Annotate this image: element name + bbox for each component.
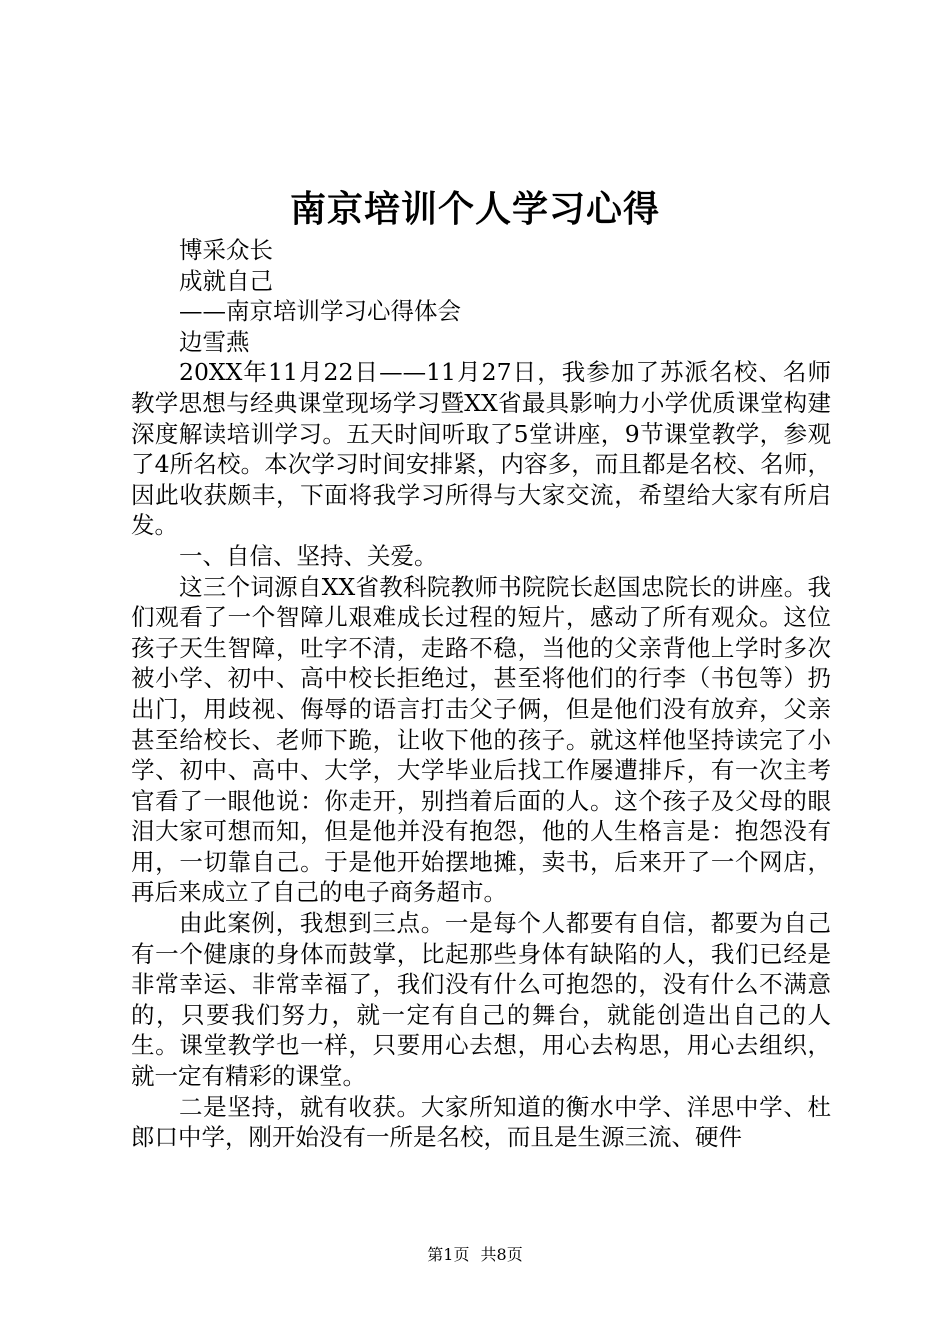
paragraph: 20XX年11月22日——11月27日，我参加了苏派名校、名师教学思想与经典课堂现场学习暨XX省最具影响力小学优质课堂构建深度解读培训学习。五天时间听取了5堂讲座，9节课堂教学，参观了4所名校。本次学习时间安排紧，内容多，而且都是名校、名师，因此收获颇丰，下面将我学习所得与大家交流，希望给大家有所启发。 [131,358,831,540]
subtitle-line: 博采众长 [179,236,273,264]
paragraph: 二是坚持，就有收获。大家所知道的衡水中学、洋思中学、杜郎口中学，刚开始没有一所是名校，而且是生源三流、硬件 [131,1092,831,1152]
subtitle-line: 成就自己 [179,266,273,295]
document-title: 南京培训个人学习心得 [289,188,660,230]
section-heading: 一、自信、坚持、关爱。 [179,541,438,570]
document-body [131,235,831,1153]
paragraph: 这三个词源自XX省教科院教师书院院长赵国忠院长的讲座。我们观看了一个智障儿艰难成长过程的短片，感动了所有观众。这位孩子天生智障，吐字不清，走路不稳，当他的父亲背他上学时多次被小学、初中、高中校长拒绝过，甚至将他们的行李（书包等）扔出门，用歧视、侮辱的语言打击父子俩，但是他们没有放弃，父亲甚至给校长、老师下跪，让收下他的孩子。就这样他坚持读完了小学、初中、高中、大学，大学毕业后找工作屡遭排斥，有一次主考官看了一眼他说：你走开，别挡着后面的人。这个孩子及父母的眼泪大家可想而知，但是他并没有抱怨，他的人生格言是：抱怨没有用，一切靠自己。于是他开始摆地摊，卖书，后来开了一个网店，再后来成立了自己的电子商务超市。 [131,572,831,907]
page-number: 第1页 共8页 [427,1245,523,1264]
author-name: 边雪燕 [179,327,250,356]
subtitle-line: ——南京培训学习心得体会 [179,297,461,326]
paragraph: 由此案例，我想到三点。一是每个人都要有自信，都要为自己有一个健康的身体而鼓掌，比起那些身体有缺陷的人，我们已经是非常幸运、非常幸福了，我们没有什么可抱怨的，没有什么不满意的，只要我们努力，就一定有自己的舞台，就能创造出自己的人生。课堂教学也一样，只要用心去想，用心去构思，用心去组织，就一定有精彩的课堂。 [131,909,831,1091]
